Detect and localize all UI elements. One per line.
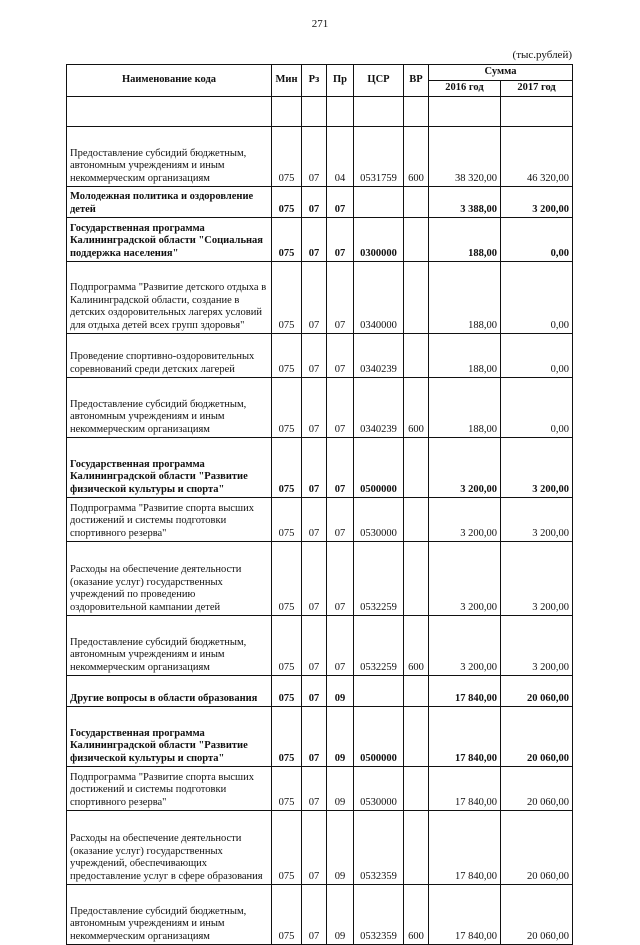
sum-2016-cell: 17 840,00 bbox=[429, 811, 501, 885]
name-cell: Другие вопросы в области образования bbox=[67, 676, 272, 707]
table-row bbox=[67, 127, 573, 187]
vr-cell: 600 bbox=[404, 885, 429, 945]
min-cell: 075 bbox=[272, 334, 302, 378]
csr-cell: 0340239 bbox=[354, 334, 404, 378]
min-cell: 075 bbox=[272, 542, 302, 616]
pr-cell: 09 bbox=[327, 676, 354, 707]
sum-2016-cell: 3 200,00 bbox=[429, 438, 501, 498]
table-row bbox=[67, 767, 573, 811]
sum-2017-cell: 20 060,00 bbox=[501, 811, 573, 885]
rz-cell: 07 bbox=[302, 498, 327, 542]
sum-2016-cell: 3 200,00 bbox=[429, 498, 501, 542]
units-label: (тыс.рублей) bbox=[512, 49, 572, 61]
table-row bbox=[67, 378, 573, 438]
pr-cell: 07 bbox=[327, 498, 354, 542]
sum-2017-cell: 3 200,00 bbox=[501, 438, 573, 498]
pr-cell: 07 bbox=[327, 187, 354, 218]
pr-cell: 09 bbox=[327, 811, 354, 885]
csr-cell: 0532359 bbox=[354, 885, 404, 945]
sum-2017-cell: 46 320,00 bbox=[501, 127, 573, 187]
csr-cell: 0500000 bbox=[354, 707, 404, 767]
sum-2017-cell: 0,00 bbox=[501, 262, 573, 334]
vr-cell bbox=[404, 811, 429, 885]
min-cell: 075 bbox=[272, 378, 302, 438]
vr-cell: 600 bbox=[404, 127, 429, 187]
vr-cell bbox=[404, 262, 429, 334]
sum-2016-cell: 17 840,00 bbox=[429, 707, 501, 767]
name-cell: Расходы на обеспечение деятельности (оказание услуг) государственных учреждений, обеспечивающих предоставление услуг в сфере образования bbox=[67, 811, 272, 885]
pr-cell: 09 bbox=[327, 767, 354, 811]
pr-cell: 07 bbox=[327, 334, 354, 378]
min-cell: 075 bbox=[272, 767, 302, 811]
sum-2017-cell: 3 200,00 bbox=[501, 187, 573, 218]
csr-cell bbox=[354, 676, 404, 707]
sum-2017-cell: 20 060,00 bbox=[501, 767, 573, 811]
table-row bbox=[67, 334, 573, 378]
rz-cell: 07 bbox=[302, 127, 327, 187]
table-row bbox=[67, 498, 573, 542]
sum-2017-cell: 0,00 bbox=[501, 218, 573, 262]
pr-cell: 09 bbox=[327, 885, 354, 945]
vr-cell bbox=[404, 676, 429, 707]
name-cell: Расходы на обеспечение деятельности (оказание услуг) государственных учреждений по проведению оздоровительной кампании детей bbox=[67, 542, 272, 616]
table-row bbox=[67, 438, 573, 498]
sum-2016-cell: 3 388,00 bbox=[429, 187, 501, 218]
name-cell: Молодежная политика и оздоровление детей bbox=[67, 187, 272, 218]
sum-2017-cell: 20 060,00 bbox=[501, 676, 573, 707]
name-cell: Государственная программа Калининградской области "Развитие физической культуры и спорта" bbox=[67, 707, 272, 767]
csr-cell: 0532259 bbox=[354, 542, 404, 616]
vr-cell: 600 bbox=[404, 616, 429, 676]
column-header-name: Наименование кода bbox=[67, 65, 272, 97]
sum-2017-cell: 20 060,00 bbox=[501, 885, 573, 945]
table-row bbox=[67, 811, 573, 885]
sum-2017-cell: 20 060,00 bbox=[501, 707, 573, 767]
rz-cell: 07 bbox=[302, 187, 327, 218]
sum-2016-cell: 3 200,00 bbox=[429, 542, 501, 616]
vr-cell bbox=[404, 218, 429, 262]
rz-cell: 07 bbox=[302, 616, 327, 676]
pr-cell: 07 bbox=[327, 438, 354, 498]
sum-2017-cell: 3 200,00 bbox=[501, 498, 573, 542]
pr-cell: 07 bbox=[327, 262, 354, 334]
name-cell: Проведение спортивно-оздоровительных соревнований среди детских лагерей bbox=[67, 334, 272, 378]
pr-cell: 09 bbox=[327, 707, 354, 767]
sum-2016-cell: 188,00 bbox=[429, 378, 501, 438]
vr-cell bbox=[404, 542, 429, 616]
column-header-vr: ВР bbox=[404, 65, 429, 97]
column-header-min: Мин bbox=[272, 65, 302, 97]
sum-2017-cell: 0,00 bbox=[501, 378, 573, 438]
pr-cell: 07 bbox=[327, 218, 354, 262]
column-header-rz: Рз bbox=[302, 65, 327, 97]
table-row bbox=[67, 616, 573, 676]
min-cell: 075 bbox=[272, 498, 302, 542]
budget-table bbox=[66, 64, 573, 945]
table-row bbox=[67, 187, 573, 218]
pr-cell: 07 bbox=[327, 616, 354, 676]
csr-cell: 0340000 bbox=[354, 262, 404, 334]
table-row bbox=[67, 542, 573, 616]
pr-cell: 07 bbox=[327, 378, 354, 438]
name-cell: Подпрограмма "Развитие спорта высших достижений и системы подготовки спортивного резерва" bbox=[67, 498, 272, 542]
rz-cell: 07 bbox=[302, 262, 327, 334]
name-cell: Предоставление субсидий бюджетным, автономным учреждениям и иным некоммерческим организациям bbox=[67, 885, 272, 945]
csr-cell: 0300000 bbox=[354, 218, 404, 262]
column-header-2017: 2017 год bbox=[501, 81, 573, 97]
rz-cell: 07 bbox=[302, 707, 327, 767]
csr-cell: 0532359 bbox=[354, 811, 404, 885]
csr-cell: 0530000 bbox=[354, 498, 404, 542]
name-cell: Государственная программа Калининградской области "Социальная поддержка населения" bbox=[67, 218, 272, 262]
sum-2017-cell: 0,00 bbox=[501, 334, 573, 378]
csr-cell bbox=[354, 187, 404, 218]
rz-cell: 07 bbox=[302, 885, 327, 945]
min-cell: 075 bbox=[272, 811, 302, 885]
name-cell: Подпрограмма "Развитие детского отдыха в Калининградской области, создание в детских оздоровительных лагерях условий для отдыха детей всех групп здоровья" bbox=[67, 262, 272, 334]
sum-2016-cell: 38 320,00 bbox=[429, 127, 501, 187]
vr-cell bbox=[404, 767, 429, 811]
sum-2016-cell: 188,00 bbox=[429, 262, 501, 334]
name-cell: Государственная программа Калининградской области "Развитие физической культуры и спорта" bbox=[67, 438, 272, 498]
page-number: 271 bbox=[311, 18, 329, 30]
pr-cell: 07 bbox=[327, 542, 354, 616]
rz-cell: 07 bbox=[302, 218, 327, 262]
pr-cell: 04 bbox=[327, 127, 354, 187]
table-row bbox=[67, 885, 573, 945]
min-cell: 075 bbox=[272, 127, 302, 187]
rz-cell: 07 bbox=[302, 542, 327, 616]
rz-cell: 07 bbox=[302, 378, 327, 438]
sum-2016-cell: 188,00 bbox=[429, 334, 501, 378]
table-row bbox=[67, 676, 573, 707]
table-row bbox=[67, 218, 573, 262]
table-row bbox=[67, 707, 573, 767]
name-cell: Подпрограмма "Развитие спорта высших достижений и системы подготовки спортивного резерва" bbox=[67, 767, 272, 811]
column-header-pr: Пр bbox=[327, 65, 354, 97]
vr-cell bbox=[404, 187, 429, 218]
vr-cell bbox=[404, 707, 429, 767]
min-cell: 075 bbox=[272, 885, 302, 945]
min-cell: 075 bbox=[272, 676, 302, 707]
csr-cell: 0532259 bbox=[354, 616, 404, 676]
column-header-2016: 2016 год bbox=[429, 81, 501, 97]
csr-cell: 0340239 bbox=[354, 378, 404, 438]
min-cell: 075 bbox=[272, 218, 302, 262]
min-cell: 075 bbox=[272, 262, 302, 334]
table-row bbox=[67, 262, 573, 334]
sum-2016-cell: 188,00 bbox=[429, 218, 501, 262]
vr-cell bbox=[404, 334, 429, 378]
sum-2016-cell: 17 840,00 bbox=[429, 676, 501, 707]
rz-cell: 07 bbox=[302, 334, 327, 378]
name-cell: Предоставление субсидий бюджетным, автономным учреждениям и иным некоммерческим организациям bbox=[67, 378, 272, 438]
sum-2016-cell: 17 840,00 bbox=[429, 767, 501, 811]
sum-2017-cell: 3 200,00 bbox=[501, 542, 573, 616]
rz-cell: 07 bbox=[302, 767, 327, 811]
column-header-sum: Сумма bbox=[429, 65, 573, 81]
min-cell: 075 bbox=[272, 187, 302, 218]
vr-cell: 600 bbox=[404, 378, 429, 438]
vr-cell bbox=[404, 438, 429, 498]
vr-cell bbox=[404, 498, 429, 542]
rz-cell: 07 bbox=[302, 676, 327, 707]
rz-cell: 07 bbox=[302, 438, 327, 498]
min-cell: 075 bbox=[272, 707, 302, 767]
sum-2016-cell: 3 200,00 bbox=[429, 616, 501, 676]
csr-cell: 0530000 bbox=[354, 767, 404, 811]
name-cell: Предоставление субсидий бюджетным, автономным учреждениям и иным некоммерческим организациям bbox=[67, 616, 272, 676]
name-cell: Предоставление субсидий бюджетным, автономным учреждениям и иным некоммерческим организациям bbox=[67, 127, 272, 187]
rz-cell: 07 bbox=[302, 811, 327, 885]
column-header-csr: ЦСР bbox=[354, 65, 404, 97]
continuation-row bbox=[67, 97, 573, 127]
csr-cell: 0531759 bbox=[354, 127, 404, 187]
csr-cell: 0500000 bbox=[354, 438, 404, 498]
min-cell: 075 bbox=[272, 616, 302, 676]
min-cell: 075 bbox=[272, 438, 302, 498]
table-body bbox=[67, 97, 573, 945]
sum-2017-cell: 3 200,00 bbox=[501, 616, 573, 676]
sum-2016-cell: 17 840,00 bbox=[429, 885, 501, 945]
